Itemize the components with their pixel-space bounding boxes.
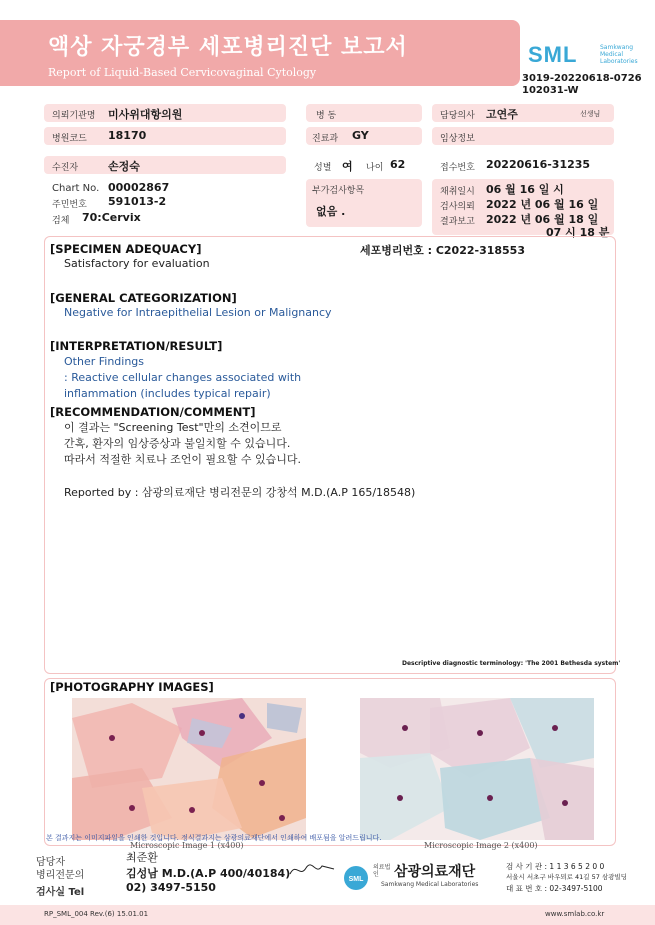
- form-code: RP_SML_004 Rev.(6) 15.01.01: [44, 910, 149, 918]
- sml-logo: [528, 42, 648, 70]
- patient-value: 손정숙: [108, 160, 140, 173]
- photo-caption-1: Microscopic Image 1 (x400): [130, 841, 244, 850]
- rec-line3: 따라서 적절한 치료나 조언이 필요할 수 있습니다.: [64, 453, 301, 466]
- org-phone: 대 표 번 호 : 02-3497-5100: [506, 884, 603, 893]
- print-notice: 본 결과지는 이미지파일을 인쇄한 것입니다. 정식결과지는 삼광의료재단에서 인쇄하여 배포됨을 알려드립니다.: [46, 834, 382, 842]
- pathologist-value: 김성남 M.D.(A.P 400/40184): [126, 867, 291, 880]
- photo-title: [PHOTOGRAPHY IMAGES]: [50, 680, 214, 694]
- rec-title: [RECOMMENDATION/COMMENT]: [50, 405, 256, 419]
- general-title: [GENERAL CATEGORIZATION]: [50, 291, 237, 305]
- clinical-label: 임상정보: [440, 134, 475, 144]
- org-english-name: Samkwang Medical Laboratories: [381, 881, 479, 888]
- website-link[interactable]: www.smlab.co.kr: [545, 910, 605, 918]
- signature-icon: [288, 860, 338, 880]
- adequacy-text: Satisfactory for evaluation: [64, 257, 210, 270]
- logo-text: SML: [528, 42, 578, 67]
- sex-label: 성별: [314, 163, 332, 173]
- hospital-label: 의뢰기관명: [52, 111, 96, 121]
- report-subtitle: Report of Liquid-Based Cervicovaginal Cytology: [48, 66, 317, 79]
- org-prefix: 의료법인: [373, 864, 391, 878]
- svg-text:SML: SML: [348, 876, 364, 883]
- org-license: 검 사 기 관 : 1 1 3 6 5 2 0 0: [506, 862, 605, 871]
- collect-value: 06 월 16 일 시: [486, 183, 564, 196]
- interp-line2: : Reactive cellular changes associated with: [64, 371, 302, 384]
- report-title: 액상 자궁경부 세포병리진단 보고서: [48, 35, 408, 60]
- extra-label: 부가검사항목: [312, 186, 365, 196]
- microscopic-image-1: [72, 698, 306, 840]
- age-value: 62: [390, 158, 406, 171]
- tel-value: 02) 3497-5150: [126, 881, 216, 894]
- chart-label: Chart No.: [52, 183, 100, 194]
- org-logo-icon: [343, 865, 369, 891]
- cytology-number: 세포병리번호 : C2022-318553: [360, 244, 525, 257]
- hospital-value: 미사위대항의원: [108, 108, 183, 121]
- patient-label: 수진자: [52, 163, 79, 173]
- hospcode-label: 병원코드: [52, 134, 87, 144]
- result-value: 2022 년 06 월 18 일: [486, 213, 599, 226]
- hospcode-value: 18170: [108, 129, 147, 142]
- dept-label: 진료과: [312, 134, 339, 144]
- receipt-value: 20220616-31235: [486, 158, 591, 171]
- org-name: 삼광의료재단: [394, 864, 476, 880]
- ward-label: 병 동: [316, 111, 337, 121]
- doctor-suffix: 선생님: [580, 110, 601, 118]
- dept-value: GY: [352, 129, 369, 142]
- request-label: 검사의뢰: [440, 202, 475, 212]
- logo-subtext: Samkwang Medical Laboratories: [600, 44, 638, 65]
- org-address: 서울시 서초구 바우뫼로 41길 57 삼광빌딩: [506, 873, 628, 881]
- doctor-label: 담당의사: [440, 111, 475, 121]
- resident-label: 주민번호: [52, 200, 87, 210]
- sex-value: 여: [342, 160, 353, 173]
- bethesda-note: Descriptive diagnostic terminology: 'The 2001 Bethesda system': [402, 660, 621, 667]
- doctor-value: 고연주: [486, 108, 518, 121]
- staff-value: 최준환: [126, 851, 158, 864]
- age-label: 나이: [366, 163, 384, 173]
- result-label: 결과보고: [440, 217, 475, 227]
- request-value: 2022 년 06 월 16 일: [486, 198, 599, 211]
- specimen-value: 70:Cervix: [82, 211, 141, 224]
- result-time: 07 시 18 분: [546, 226, 610, 239]
- interp-line1: Other Findings: [64, 355, 145, 368]
- interp-title: [INTERPRETATION/RESULT]: [50, 339, 223, 353]
- report-number-line1: 3019-20220618-0726: [522, 73, 642, 84]
- staff-label: 담당자: [36, 857, 65, 868]
- report-number-line2: 102031-W: [522, 85, 579, 96]
- interp-line3: inflammation (includes typical repair): [64, 387, 271, 400]
- report-number: [522, 73, 642, 97]
- rec-line1: 이 결과는 "Screening Test"만의 소견이므로: [64, 421, 282, 434]
- tel-label: 검사실 Tel: [36, 887, 85, 898]
- specimen-label: 검체: [52, 216, 70, 226]
- receipt-label: 접수번호: [440, 163, 475, 173]
- extra-value: 없음 .: [316, 205, 346, 218]
- collect-label: 채취일시: [440, 187, 475, 197]
- microscopic-image-2: [360, 698, 594, 840]
- patient-box: [44, 156, 286, 174]
- photo-caption-2: Microscopic Image 2 (x400): [424, 841, 538, 850]
- reported-by: Reported by : 삼광의료재단 병리전문의 강창석 M.D.(A.P 165/18548): [64, 486, 416, 499]
- adequacy-title: [SPECIMEN ADEQUACY]: [50, 242, 202, 256]
- rec-line2: 간혹, 환자의 임상증상과 불일치할 수 있습니다.: [64, 437, 291, 450]
- resident-value: 591013-2: [108, 195, 167, 208]
- pathologist-label: 병리전문의: [36, 870, 85, 881]
- chart-value: 00002867: [108, 181, 170, 194]
- general-text: Negative for Intraepithelial Lesion or Malignancy: [64, 306, 332, 319]
